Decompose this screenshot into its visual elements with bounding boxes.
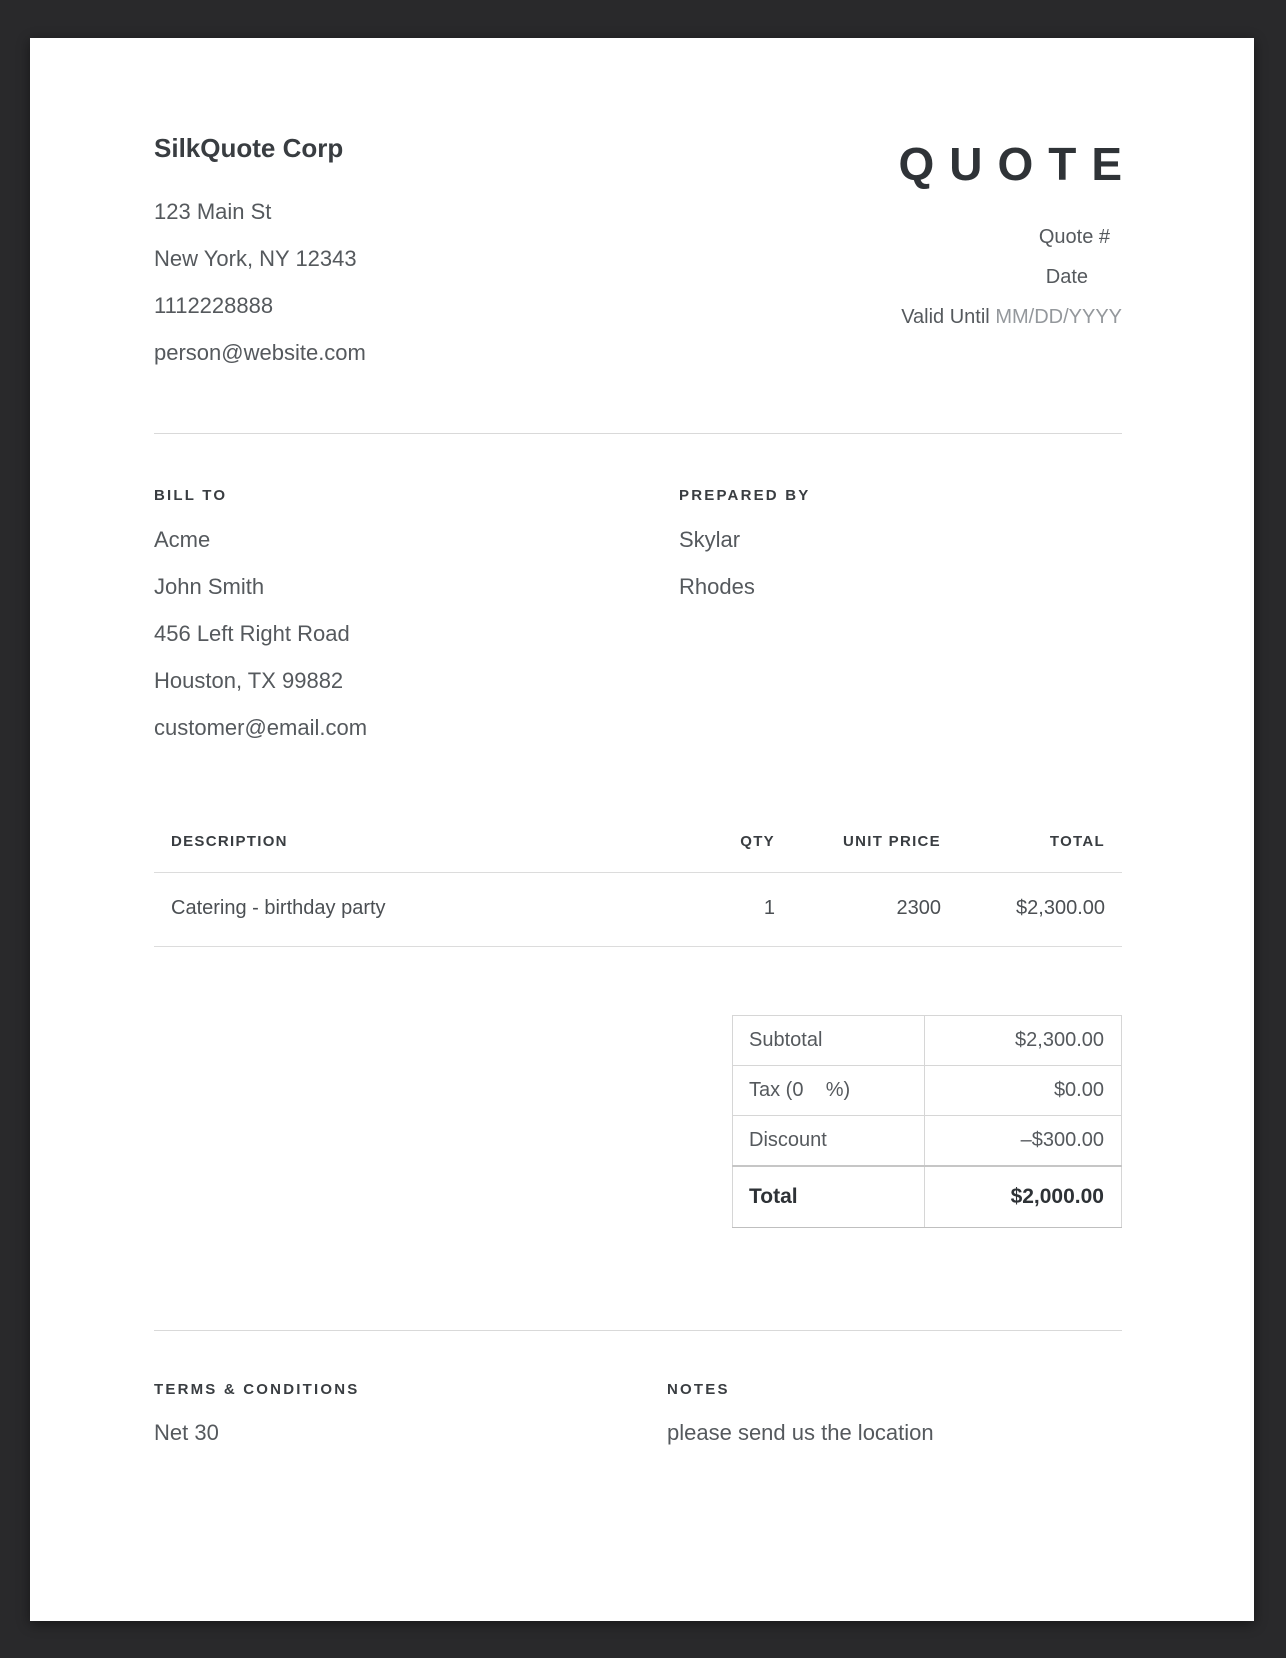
terms-label: TERMS & CONDITIONS: [154, 1381, 360, 1398]
grand-total-row: [733, 1166, 1122, 1228]
notes-value: please send us the location: [667, 1420, 934, 1445]
quote-date-label: Date: [1045, 266, 1088, 288]
terms-value: Net 30: [154, 1420, 219, 1445]
company-details: [154, 188, 366, 376]
bill-to-details: [154, 516, 679, 751]
tax-row: [733, 1066, 1122, 1116]
prepared-by-label: PREPARED BY: [679, 487, 811, 504]
company-phone: 1112228888: [154, 293, 274, 318]
bill-to-address-line1: 456 Left Right Road: [154, 621, 350, 646]
notes-label: NOTES: [667, 1381, 730, 1398]
item-description: Catering - birthday party: [154, 873, 685, 947]
discount-label: Discount: [733, 1116, 925, 1167]
header-row: [154, 833, 1122, 873]
header-unit-price: UNIT PRICE: [775, 833, 941, 873]
tax-label: Tax (0 %): [733, 1066, 925, 1116]
totals-table: [732, 1015, 1122, 1228]
quote-document: [30, 38, 1254, 1621]
quote-number-label: Quote #: [1038, 226, 1110, 248]
discount-row: [733, 1116, 1122, 1167]
item-unit-price: 2300: [775, 873, 941, 947]
footer-divider: [154, 1330, 1122, 1331]
subtotal-value: $2,300.00: [925, 1016, 1122, 1066]
table-row: [154, 873, 1122, 947]
quote-title: QUOTE: [898, 138, 1137, 190]
valid-until-label: Valid Until: [901, 306, 990, 328]
header-description: DESCRIPTION: [154, 833, 685, 873]
item-total: $2,300.00: [941, 873, 1122, 947]
company-name: SilkQuote Corp: [154, 133, 344, 163]
company-address-line1: 123 Main St: [154, 199, 272, 224]
prepared-by-last-name: Rhodes: [679, 574, 755, 599]
company-email: person@website.com: [154, 340, 366, 365]
header-divider: [154, 433, 1122, 434]
notes-block: [667, 1381, 1122, 1446]
quote-valid-until: [898, 297, 1122, 337]
header-total: TOTAL: [941, 833, 1122, 873]
grand-total-label: Total: [733, 1166, 925, 1228]
discount-value: –$300.00: [925, 1116, 1122, 1167]
line-items-header: [154, 833, 1122, 873]
prepared-by-block: [679, 487, 1122, 751]
bill-to-address-line2: Houston, TX 99882: [154, 668, 344, 693]
header-qty: QTY: [685, 833, 775, 873]
tax-value: $0.00: [925, 1066, 1122, 1116]
company-info: [154, 133, 366, 376]
subtotal-label: Subtotal: [733, 1016, 925, 1066]
bill-to-block: [154, 487, 679, 751]
bill-to-email: customer@email.com: [154, 715, 368, 740]
grand-total-value: $2,000.00: [925, 1166, 1122, 1228]
valid-until-placeholder: MM/DD/YYYY: [995, 306, 1122, 328]
item-qty: 1: [685, 873, 775, 947]
quote-header-block: [898, 133, 1137, 337]
bill-to-label: BILL TO: [154, 487, 228, 504]
terms-block: [154, 1381, 667, 1446]
bill-to-company: Acme: [154, 527, 211, 552]
line-items-table: [154, 833, 1122, 947]
document-header: [154, 133, 1137, 376]
bill-to-contact: John Smith: [154, 574, 265, 599]
company-address-line2: New York, NY 12343: [154, 246, 357, 271]
prepared-by-first-name: Skylar: [679, 527, 741, 552]
footer-section: [154, 1381, 1122, 1446]
subtotal-row: [733, 1016, 1122, 1066]
quote-meta: [898, 217, 1122, 337]
parties-section: [154, 487, 1122, 751]
prepared-by-details: [679, 516, 1122, 610]
